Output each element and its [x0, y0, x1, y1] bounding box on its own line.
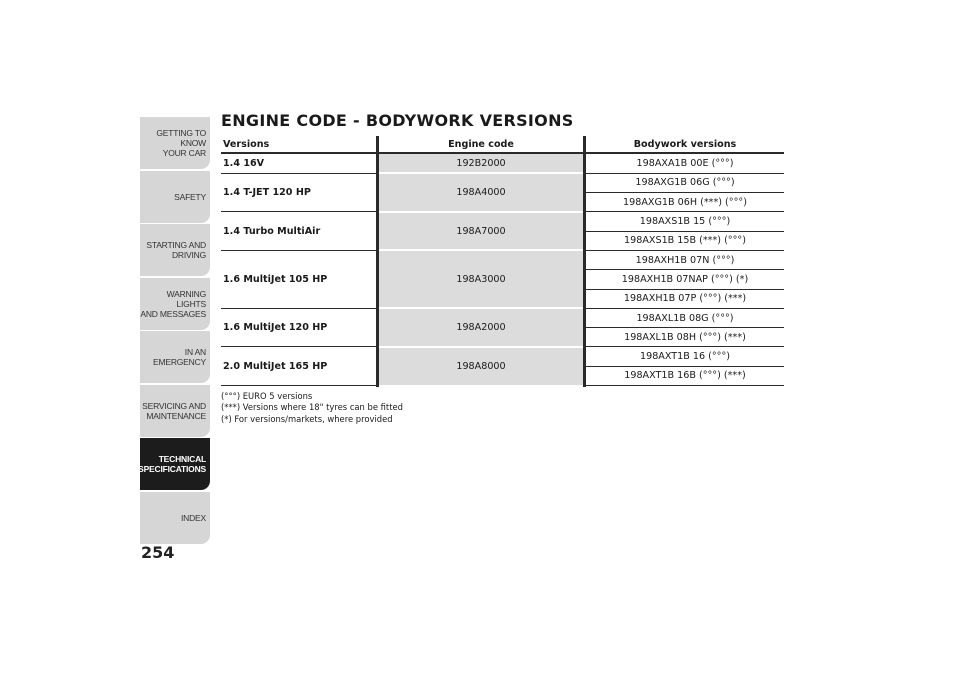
- sidebar-tab[interactable]: [140, 278, 210, 330]
- bodywork-cell: 198AXH1B 07N (°°°): [585, 250, 785, 269]
- sidebar-tab-label: GETTING TO KNOW YOUR CAR: [156, 128, 206, 158]
- table-row: [221, 212, 784, 231]
- bodywork-cell: 198AXA1B 00E (°°°): [585, 153, 785, 173]
- sidebar-tab-label: SERVICING AND MAINTENANCE: [142, 400, 206, 421]
- engine-code-cell: 192B2000: [378, 153, 585, 173]
- table-row: [221, 153, 784, 173]
- engine-code-cell: 198A8000: [378, 347, 585, 386]
- bodywork-cell: 198AXL1B 08G (°°°): [585, 308, 785, 327]
- version-cell: 1.4 Turbo MultiAir: [221, 212, 378, 251]
- bodywork-cell: 198AXG1B 06H (***) (°°°): [585, 193, 785, 212]
- version-cell: 2.0 MultiJet 165 HP: [221, 347, 378, 386]
- table-header-row: [221, 136, 784, 153]
- engine-code-cell: 198A7000: [378, 212, 585, 251]
- bodywork-cell: 198AXH1B 07NAP (°°°) (*): [585, 270, 785, 289]
- sidebar-tab-label: INDEX: [181, 512, 206, 523]
- header-engine-code: Engine code: [378, 136, 585, 153]
- header-bodywork-versions: Bodywork versions: [585, 136, 785, 153]
- sidebar-tab[interactable]: [140, 171, 210, 223]
- footnote-euro5: (°°°) EURO 5 versions: [221, 391, 313, 401]
- footnotes: [221, 391, 403, 425]
- engine-code-cell: 198A2000: [378, 308, 585, 347]
- table-row: [221, 308, 784, 327]
- page-number: 254: [141, 543, 175, 562]
- engine-code-table: [221, 136, 784, 387]
- sidebar-tab[interactable]: [140, 117, 210, 169]
- bodywork-cell: 198AXS1B 15 (°°°): [585, 212, 785, 231]
- sidebar-tab-label: TECHNICAL SPECIFICATIONS: [138, 454, 206, 474]
- bodywork-cell: 198AXH1B 07P (°°°) (***): [585, 289, 785, 308]
- sidebar-tab[interactable]: [140, 438, 210, 490]
- sidebar-tab[interactable]: [140, 224, 210, 276]
- sidebar-tab[interactable]: [140, 492, 210, 544]
- sidebar-tab-label: STARTING AND DRIVING: [146, 240, 206, 260]
- sidebar-tab-label: SAFETY: [174, 191, 206, 202]
- table-body: [221, 153, 784, 386]
- table-row: [221, 347, 784, 366]
- chapter-sidebar: [140, 117, 210, 545]
- version-cell: 1.4 T-JET 120 HP: [221, 173, 378, 212]
- bodywork-cell: 198AXL1B 08H (°°°) (***): [585, 328, 785, 347]
- version-cell: 1.6 MultiJet 120 HP: [221, 308, 378, 347]
- sidebar-tab[interactable]: [140, 385, 210, 437]
- sidebar-tab-label: IN AN EMERGENCY: [153, 347, 206, 367]
- bodywork-cell: 198AXS1B 15B (***) (°°°): [585, 231, 785, 250]
- engine-code-cell: 198A4000: [378, 173, 585, 212]
- version-cell: 1.6 MultiJet 105 HP: [221, 250, 378, 308]
- engine-code-cell: 198A3000: [378, 250, 585, 308]
- sidebar-tab[interactable]: [140, 331, 210, 383]
- page-title: ENGINE CODE - BODYWORK VERSIONS: [221, 111, 574, 130]
- sidebar-tab-label: WARNING LIGHTS AND MESSAGES: [140, 288, 206, 319]
- footnote-tyres: (***) Versions where 18" tyres can be fitted: [221, 402, 403, 413]
- bodywork-cell: 198AXG1B 06G (°°°): [585, 173, 785, 192]
- bodywork-cell: 198AXT1B 16 (°°°): [585, 347, 785, 366]
- table-row: [221, 250, 784, 269]
- version-cell: 1.4 16V: [221, 153, 378, 173]
- bodywork-cell: 198AXT1B 16B (°°°) (***): [585, 366, 785, 385]
- table-row: [221, 173, 784, 192]
- footnote-markets: (*) For versions/markets, where provided: [221, 413, 393, 424]
- header-versions: Versions: [221, 136, 378, 153]
